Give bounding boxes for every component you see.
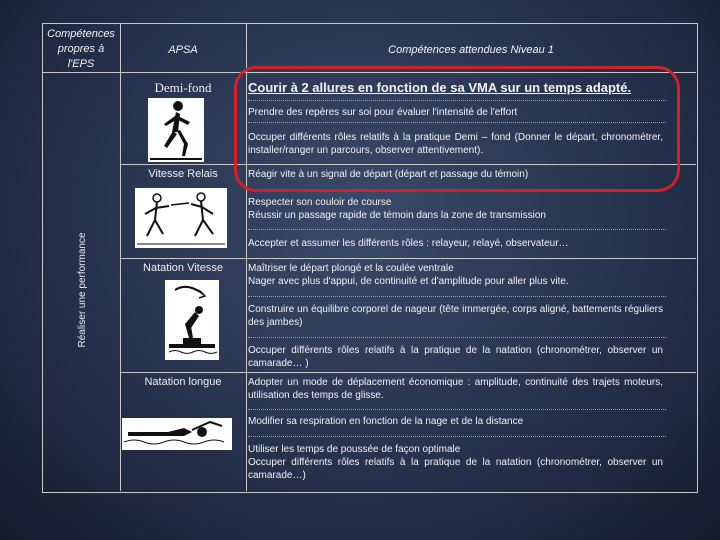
competence-roles-natation-longue: Utiliser les temps de poussée de façon optimale Occuper différents rôles relatifs à la pratique de la natation (chronométrer, observer un camarade…) [248, 444, 663, 481]
competence-roles-relais: Accepter et assumer les différents rôles : relayeur, relayé, observateur… [248, 238, 569, 249]
relay-icon [135, 188, 227, 253]
dive-start-icon [165, 280, 219, 365]
highlight-circle [234, 66, 680, 192]
dotted-separator [248, 436, 666, 437]
competence-roles-demi-fond: Occuper différents rôles relatifs à la pratique Demi – fond (Donner le départ, chronométrer, installer/ranger un parcours, observer attentivement). [248, 132, 663, 156]
apsa-natation-vitesse: Natation Vitesse [143, 262, 223, 274]
competence-reperes-effort: Prendre des repères sur soi pour évaluer l'intensité de l'effort [248, 107, 518, 118]
dotted-separator [248, 409, 666, 410]
competence-equilibre-nageur: Construire un équilibre corporel de nageur (tête immergée, corps aligné, battements réguliers des jambes) [248, 304, 663, 328]
competence-roles-natation-vitesse: Occuper différents rôles relatifs à la pratique de la natation (chronométrer, observer un camarade… ) [248, 345, 663, 369]
header-apsa: APSA [168, 44, 198, 56]
apsa-natation-longue: Natation longue [144, 376, 222, 388]
competence-couloir-temoin: Respecter son couloir de course Réussir un passage rapide de témoin dans la zone de transmission [248, 197, 546, 221]
apsa-demi-fond: Demi-fond [154, 80, 212, 95]
dotted-separator [248, 229, 666, 230]
competence-reagir-signal: Réagir vite à un signal de départ (départ et passage du témoin) [248, 169, 529, 180]
header-competences-attendues: Compétences attendues Niveau 1 [388, 44, 554, 56]
row-divider [120, 372, 696, 373]
dotted-separator [248, 296, 666, 297]
competence-deplacement-economique: Adopter un mode de déplacement économique : amplitude, continuité des trajets moteurs, utilisation des temps de glisse. [248, 377, 663, 401]
competence-courir-2-allures: Courir à 2 allures en fonction de sa VMA sur un temps adapté. [248, 80, 632, 95]
row-divider [120, 258, 696, 259]
dotted-separator [248, 337, 666, 338]
swimmer-icon [122, 418, 232, 455]
runner-icon [148, 98, 204, 167]
competence-respiration: Modifier sa respiration en fonction de la nage et de la distance [248, 416, 524, 427]
header-competences-propres: Compétences propres à l'EPS [47, 28, 115, 70]
side-label-realiser-performance: Réaliser une performance [77, 232, 88, 348]
apsa-vitesse-relais: Vitesse Relais [148, 168, 218, 180]
competence-depart-plonge: Maîtriser le départ plongé et la coulée ventrale Nager avec plus d'appui, de continuité et d'amplitude pour aller plus vite. [248, 263, 569, 287]
